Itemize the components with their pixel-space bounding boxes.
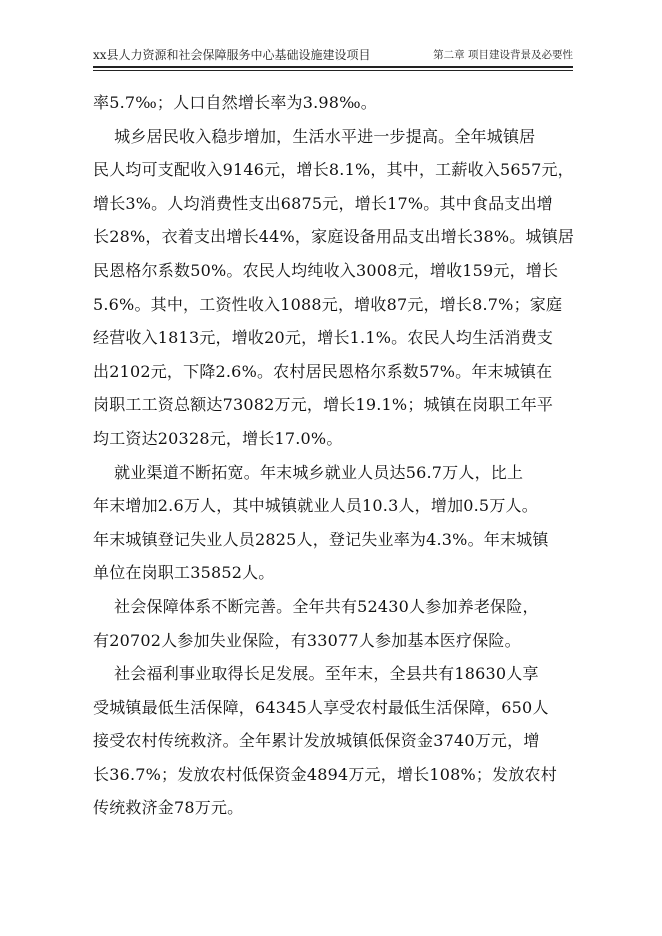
text-line: 岗职工工资总额达73082万元，增长19.1%；城镇在岗职工年平 xyxy=(93,395,554,415)
text-line: 传统救济金78万元。 xyxy=(93,798,244,818)
text-line: 受城镇最低生活保障，64345人享受农村最低生活保障，650人 xyxy=(93,697,549,717)
text-line: 就业渠道不断拓宽。年末城乡就业人员达56.7万人，比上 xyxy=(93,462,524,482)
header-title: xx县人力资源和社会保障服务中心基础设施建设项目 xyxy=(93,48,371,62)
text-line: 接受农村传统救济。全年累计发放城镇低保资金3740万元，增 xyxy=(93,731,540,751)
text-line: 出2102元，下降2.6%。农村居民恩格尔系数57%。年末城镇在 xyxy=(93,361,553,381)
header-rule-thin xyxy=(93,70,573,71)
text-line: 民人均可支配收入9146元，增长8.1%，其中，工薪收入5657元， xyxy=(93,160,574,180)
page-header xyxy=(93,46,573,66)
text-line: 单位在岗职工35852人。 xyxy=(93,563,275,583)
text-line: 年末城镇登记失业人员2825人，登记失业率为4.3%。年末城镇 xyxy=(93,529,549,549)
text-line: 有20702人参加失业保险，有33077人参加基本医疗保险。 xyxy=(93,630,521,650)
text-line: 民恩格尔系数50%。农民人均纯收入3008元，增收159元，增长 xyxy=(93,260,559,280)
text-line: 年末增加2.6万人，其中城镇就业人员10.3人，增加0.5万人。 xyxy=(93,496,538,516)
header-rule-thick xyxy=(93,66,573,68)
header-chapter: 第二章 项目建设背景及必要性 xyxy=(433,49,573,61)
body-text xyxy=(93,86,575,825)
text-line: 增长3%。人均消费性支出6875元，增长17%。其中食品支出增 xyxy=(93,193,553,213)
text-line: 长28%，衣着支出增长44%，家庭设备用品支出增长38%。城镇居 xyxy=(93,227,575,247)
text-line: 社会福利事业取得长足发展。至年末，全县共有18630人享 xyxy=(93,664,539,684)
text-line: 城乡居民收入稳步增加，生活水平进一步提高。全年城镇居 xyxy=(93,126,536,146)
text-line: 5.6%。其中，工资性收入1088元，增收87元，增长8.7%；家庭 xyxy=(93,294,563,314)
text-line: 率5.7‰；人口自然增长率为3.98‰。 xyxy=(93,93,378,112)
text-line: 均工资达20328元，增长17.0%。 xyxy=(93,428,343,448)
text-line: 社会保障体系不断完善。全年共有52430人参加养老保险， xyxy=(93,596,539,616)
text-line: 长36.7%；发放农村低保资金4894万元，增长108%；发放农村 xyxy=(93,764,557,784)
text-line: 经营收入1813元，增收20元，增长1.1%。农民人均生活消费支 xyxy=(93,328,554,348)
